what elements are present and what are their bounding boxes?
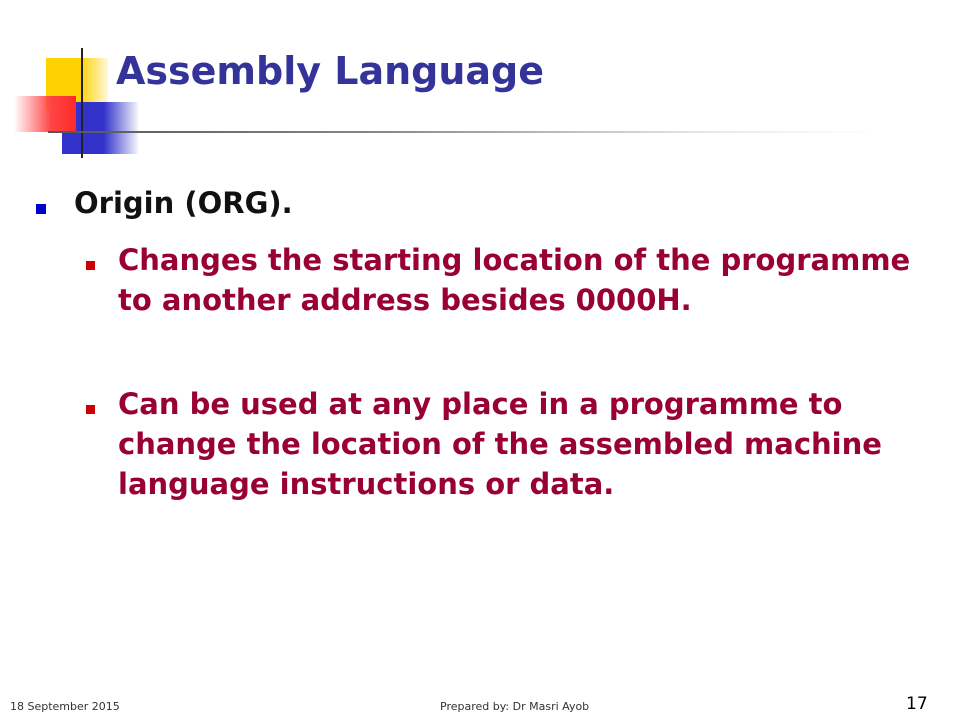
bullet-origin: Origin (ORG).	[74, 186, 293, 220]
slide-title: Assembly Language	[116, 49, 545, 93]
decorative-vertical-line	[81, 48, 83, 158]
page-number: 17	[906, 694, 928, 714]
sub-bullet-marker	[86, 405, 95, 414]
sub-bullet-2: Can be used at any place in a programme to change the location of the assembled machine language instructions or data.	[118, 387, 882, 501]
sub-bullet-1: Changes the starting location of the programme to another address besides 0000H.	[118, 243, 911, 317]
footer-date: 18 September 2015	[10, 700, 120, 713]
bullet-marker	[36, 204, 46, 214]
decorative-red-square	[14, 96, 76, 132]
sub-bullet-marker	[86, 261, 95, 270]
footer-credit: Prepared by: Dr Masri Ayob	[440, 700, 590, 713]
title-underline	[48, 131, 878, 133]
